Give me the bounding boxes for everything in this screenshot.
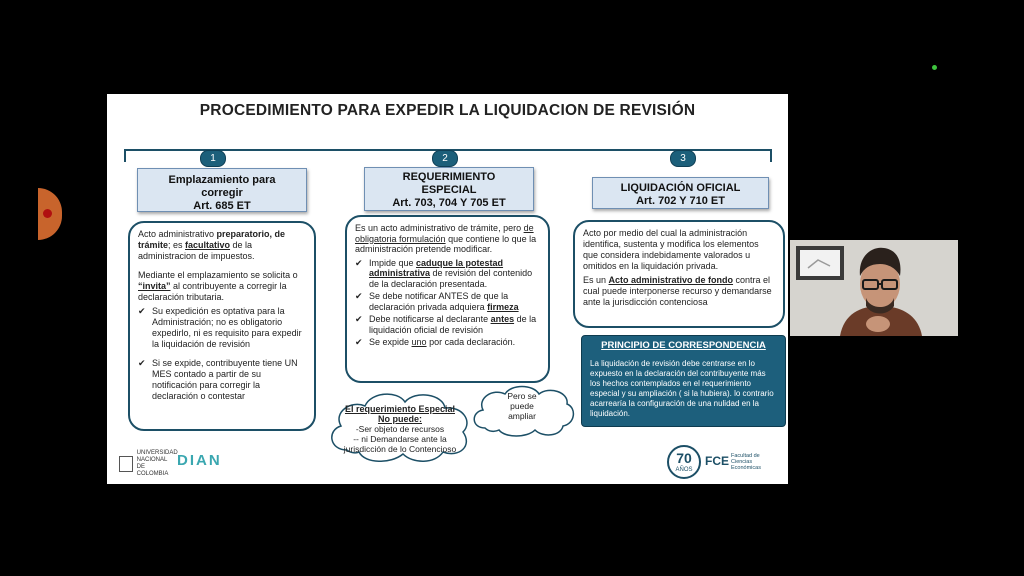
paragraph: Mediante el emplazamiento se solicita o “invita” al contribuyente a corregir la declaración tributaria. [138, 270, 298, 302]
cloud-line: -Ser objeto de recursos [355, 424, 445, 434]
status-dot-icon [932, 65, 937, 70]
principio-text: La liquidación de revisión debe centrarse en lo expuesto en la declaración del contribuyente más los hechos contemplados en el requerimiento especial y su ampliación ( si la hubiera). lo contrario acarrearía la configuración de una nulidad en la liquidación. [590, 359, 774, 418]
paragraph: Acto por medio del cual la administración identifica, sustenta y modifica los elementos que considera indebidamente valorados u omitidos en la liquidación privada. [583, 228, 759, 271]
unal-logo [119, 450, 177, 478]
check-icon: ✔ [355, 291, 363, 301]
checklist-item: ✔ Su expedición es optativa para la Administración; no es obligatorio expedirlo, ni es requisito para expedir la liquidación de revisión [138, 306, 302, 349]
header-liquidacion [592, 177, 769, 209]
presenter-video-icon [790, 240, 958, 336]
header-line: corregir [201, 187, 243, 199]
checklist-item: ✔ Si se expide, contribuyente tiene UN MES contado a partir de su notificación para corregir la declaración o contestar [138, 358, 298, 401]
principio-title: PRINCIPIO DE CORRESPONDENCIA [601, 340, 766, 351]
cloud-restrictions [341, 404, 459, 454]
header-line: Art. 703, 704 Y 705 ET [392, 197, 506, 209]
check-icon: ✔ [355, 337, 363, 347]
fce-logo: FCE [705, 454, 729, 468]
checklist-item: ✔ Se expide uno por cada declaración. [355, 337, 516, 347]
anos-label: AÑOS [675, 467, 693, 473]
checklist-item: ✔ Impide que caduque la potestad administrativa de revisión del contenido de la declaración presentada. [355, 257, 533, 289]
paragraph: Es un Acto administrativo de fondo contra el cual puede interponerse recurso y demandarse ante la jurisdicción contenciosa [583, 275, 772, 307]
crest-icon [119, 456, 133, 472]
check-icon: ✔ [138, 358, 146, 368]
paragraph: Es un acto administrativo de trámite, pero de obligatoria formulación que contiene lo que la administración pretende modificar. [355, 223, 537, 254]
webcam-video [790, 240, 958, 336]
unal-text: UNIVERSIDAD NACIONAL DE COLOMBIA [136, 450, 178, 477]
paragraph: Acto administrativo preparatorio, de trámite; es facultativo de la administracion de impuestos. [138, 229, 286, 261]
step-number-3: 3 [670, 150, 696, 167]
header-line: REQUERIMIENTO [402, 171, 496, 183]
step-number-1: 1 [200, 150, 226, 167]
presentation-slide [107, 94, 788, 484]
anos-number: 70 [676, 450, 692, 466]
dian-logo: DIAN [177, 452, 222, 469]
checklist-item: ✔ Debe notificarse al declarante antes de la liquidación oficial de revisión [355, 314, 537, 335]
check-icon: ✔ [355, 257, 363, 268]
header-line: LIQUIDACIÓN OFICIAL [620, 182, 741, 194]
check-icon: ✔ [138, 306, 146, 316]
content-box-emplazamiento [128, 221, 316, 431]
principio-correspondencia-box [581, 335, 786, 427]
cloud-title: El requerimiento Especial No puede: [344, 404, 456, 424]
seventy-years-logo [667, 445, 701, 479]
content-box-liquidacion [573, 220, 785, 328]
header-line: ESPECIAL [421, 184, 477, 196]
cloud-line: -- ni Demandarse ante la jurisdicción de lo Contencioso [343, 434, 457, 454]
header-line: Emplazamiento para [168, 174, 276, 186]
header-requerimiento [364, 167, 534, 211]
content-box-requerimiento [345, 215, 550, 383]
header-line: Art. 685 ET [193, 200, 251, 212]
slide-title: PROCEDIMIENTO PARA EXPEDIR LA LIQUIDACION DE REVISIÓN [199, 102, 696, 119]
record-dot-icon [43, 209, 52, 218]
check-icon: ✔ [355, 314, 363, 324]
header-emplazamiento [137, 168, 307, 212]
fce-subtitle: Facultad de Ciencias Económicas [731, 453, 761, 471]
header-line: Art. 702 Y 710 ET [636, 195, 725, 207]
side-decoration [38, 188, 62, 240]
step-number-2: 2 [432, 150, 458, 167]
cloud-ampliar: Pero se puede ampliar [507, 391, 537, 421]
checklist-item: ✔ Se debe notificar ANTES de que la declaración privada adquiera firmeza [355, 291, 519, 312]
